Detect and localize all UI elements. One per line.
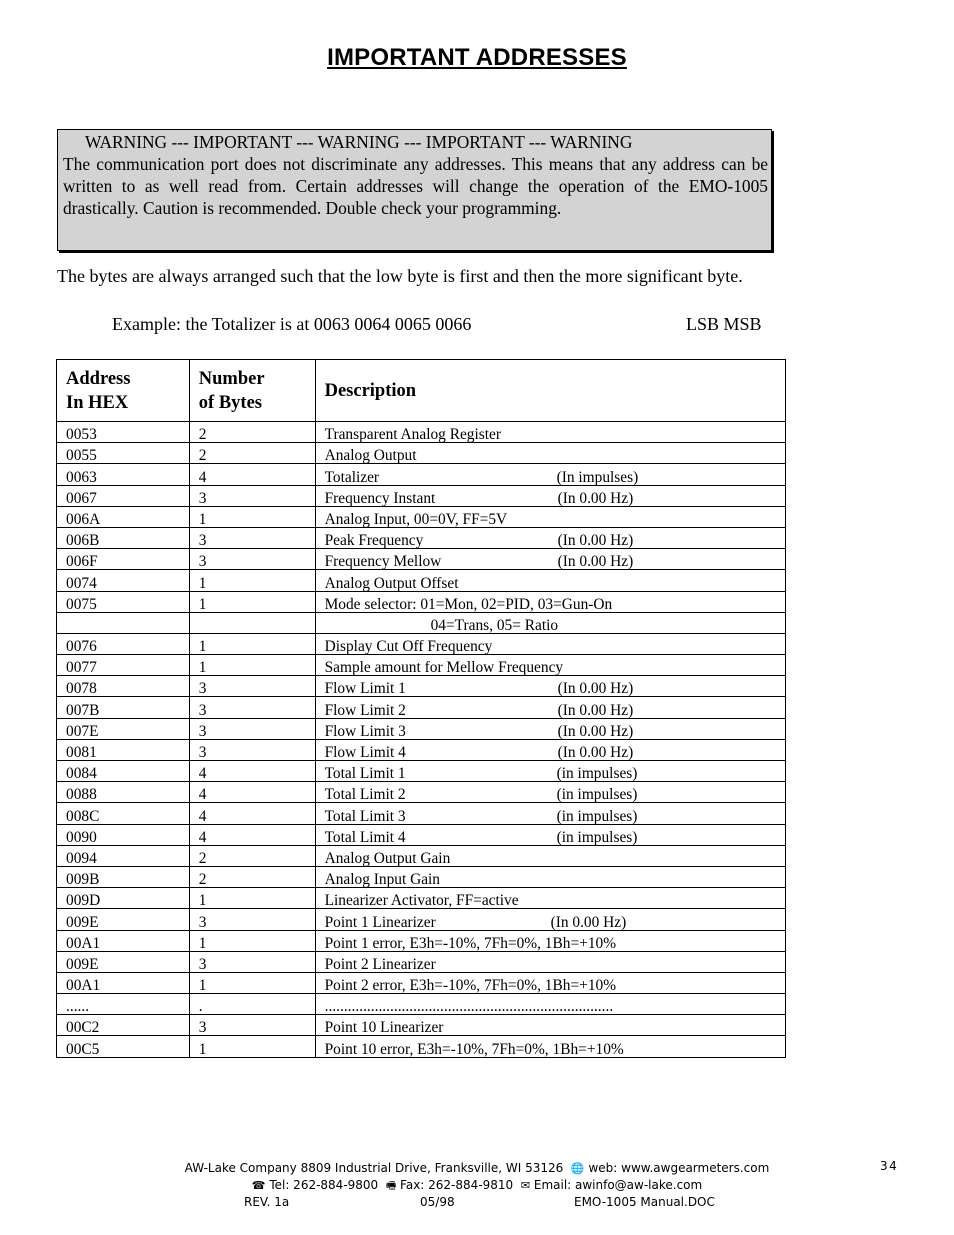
table-row bbox=[57, 549, 786, 570]
description-cell bbox=[315, 866, 785, 887]
address-cell: 00C5 bbox=[57, 1036, 190, 1057]
description-label: Analog Input, 00=0V, FF=5V bbox=[324, 510, 508, 528]
footer bbox=[0, 1160, 954, 1194]
description-label: Total Limit 1 bbox=[324, 765, 406, 783]
warning-body: The communication port does not discriminate any addresses. This means that any address can be written to as well read from. Certain addresses will change the operation of the EMO-1005 drastically. Caution is recommended. Double check your programming. bbox=[63, 154, 768, 218]
description-cell bbox=[315, 464, 785, 485]
description-cell bbox=[315, 612, 785, 633]
bytes-cell: 4 bbox=[189, 824, 315, 845]
revision-date: 05/98 bbox=[420, 1195, 455, 1209]
description-label: Transparent Analog Register bbox=[324, 426, 501, 444]
header-address-line1: Address bbox=[66, 368, 131, 389]
description-text bbox=[325, 427, 785, 442]
bytes-cell: 1 bbox=[189, 655, 315, 676]
header-address-line2: In HEX bbox=[66, 392, 129, 413]
description-cell bbox=[315, 782, 785, 803]
address-cell: 00C2 bbox=[57, 1015, 190, 1036]
bytes-cell bbox=[189, 612, 315, 633]
description-cell bbox=[315, 803, 785, 824]
address-cell: 006F bbox=[57, 549, 190, 570]
email-icon: ✉ bbox=[520, 1179, 531, 1192]
description-cell bbox=[315, 739, 785, 760]
description-text bbox=[325, 745, 785, 760]
description-label: Analog Output Gain bbox=[324, 849, 451, 867]
globe-icon: 🌐 bbox=[570, 1162, 585, 1175]
description-text bbox=[325, 1020, 785, 1035]
table-row bbox=[57, 697, 786, 718]
company-email: Email: awinfo@aw-lake.com bbox=[533, 1178, 703, 1192]
description-label: Total Limit 4 bbox=[324, 828, 406, 846]
table-row bbox=[57, 527, 786, 548]
address-cell: 009B bbox=[57, 866, 190, 887]
warning-box bbox=[57, 129, 772, 251]
description-cell bbox=[315, 824, 785, 845]
bytes-cell: 4 bbox=[189, 782, 315, 803]
bytes-cell: 1 bbox=[189, 930, 315, 951]
address-cell: 0088 bbox=[57, 782, 190, 803]
description-label: Analog Output Offset bbox=[324, 574, 459, 592]
address-cell: 0094 bbox=[57, 845, 190, 866]
table-row bbox=[57, 994, 786, 1015]
description-cell bbox=[315, 591, 785, 612]
table-row bbox=[57, 739, 786, 760]
description-text bbox=[325, 936, 785, 951]
bytes-cell: 3 bbox=[189, 718, 315, 739]
bytes-cell: 2 bbox=[189, 422, 315, 443]
address-cell: 007B bbox=[57, 697, 190, 718]
description-text bbox=[325, 978, 785, 993]
description-text bbox=[325, 1042, 785, 1057]
description-label: Point 1 error, E3h=-10%, 7Fh=0%, 1Bh=+10% bbox=[324, 934, 617, 952]
description-cell bbox=[315, 676, 785, 697]
description-label: Linearizer Activator, FF=active bbox=[324, 892, 519, 910]
address-cell: 0077 bbox=[57, 655, 190, 676]
description-text bbox=[325, 724, 785, 739]
table-row bbox=[57, 866, 786, 887]
description-label: Flow Limit 1 bbox=[324, 680, 406, 698]
header-bytes-line2: of Bytes bbox=[198, 392, 262, 413]
description-cell bbox=[315, 633, 785, 654]
table-row bbox=[57, 676, 786, 697]
description-text bbox=[325, 533, 785, 548]
description-cell bbox=[315, 570, 785, 591]
description-label: ........................................................................... bbox=[324, 998, 614, 1016]
bytes-cell: 3 bbox=[189, 527, 315, 548]
description-cell bbox=[315, 994, 785, 1015]
description-label: Flow Limit 2 bbox=[324, 701, 406, 719]
bytes-cell: 2 bbox=[189, 866, 315, 887]
header-description: Description bbox=[315, 360, 785, 422]
revision: REV. 1a bbox=[244, 1195, 290, 1209]
page-title: IMPORTANT ADDRESSES bbox=[327, 44, 627, 71]
table-row bbox=[57, 803, 786, 824]
address-cell: 008C bbox=[57, 803, 190, 824]
description-text bbox=[325, 893, 785, 908]
unit-label: (in impulses) bbox=[556, 765, 638, 783]
description-label: Point 2 error, E3h=-10%, 7Fh=0%, 1Bh=+10% bbox=[324, 977, 617, 995]
description-cell bbox=[315, 697, 785, 718]
description-label: Sample amount for Mellow Frequency bbox=[324, 659, 564, 677]
address-cell: 00A1 bbox=[57, 930, 190, 951]
address-cell: 0063 bbox=[57, 464, 190, 485]
example-line bbox=[112, 314, 762, 335]
bytes-cell: 4 bbox=[189, 464, 315, 485]
address-cell: 007E bbox=[57, 718, 190, 739]
phone-icon: ☎ bbox=[251, 1179, 266, 1192]
description-text bbox=[325, 618, 785, 633]
header-bytes-line1: Number bbox=[198, 368, 265, 389]
footer-line-1 bbox=[0, 1160, 954, 1177]
table-row bbox=[57, 1036, 786, 1057]
address-cell: 006B bbox=[57, 527, 190, 548]
description-cell bbox=[315, 485, 785, 506]
address-cell: 0055 bbox=[57, 443, 190, 464]
description-label: Total Limit 3 bbox=[324, 807, 406, 825]
address-table bbox=[56, 359, 786, 1058]
description-cell bbox=[315, 930, 785, 951]
bytes-cell: 3 bbox=[189, 549, 315, 570]
address-cell: 0067 bbox=[57, 485, 190, 506]
address-cell: 009E bbox=[57, 951, 190, 972]
description-cell bbox=[315, 1015, 785, 1036]
description-cell bbox=[315, 443, 785, 464]
description-text bbox=[325, 576, 785, 591]
bytes-cell: 3 bbox=[189, 697, 315, 718]
bytes-cell: 3 bbox=[189, 909, 315, 930]
table-row bbox=[57, 443, 786, 464]
company-fax: Fax: 262-884-9810 bbox=[400, 1178, 514, 1192]
description-label: Flow Limit 4 bbox=[324, 744, 406, 761]
bytes-cell: 2 bbox=[189, 845, 315, 866]
bytes-cell: 3 bbox=[189, 1015, 315, 1036]
description-text bbox=[325, 597, 785, 612]
bytes-cell: 3 bbox=[189, 951, 315, 972]
address-cell: 0084 bbox=[57, 761, 190, 782]
bytes-cell: 3 bbox=[189, 485, 315, 506]
description-text bbox=[325, 999, 785, 1014]
description-cell bbox=[315, 888, 785, 909]
address-cell: 00A1 bbox=[57, 972, 190, 993]
description-cell bbox=[315, 655, 785, 676]
description-label: Totalizer bbox=[324, 468, 380, 486]
bytes-cell: 1 bbox=[189, 633, 315, 654]
description-text bbox=[325, 639, 785, 654]
description-label: Point 10 Linearizer bbox=[324, 1019, 444, 1037]
description-cell bbox=[315, 506, 785, 527]
description-label: Analog Output bbox=[324, 447, 417, 465]
table-row bbox=[57, 718, 786, 739]
table-header-row bbox=[57, 360, 786, 422]
address-cell: 009D bbox=[57, 888, 190, 909]
company-tel: Tel: 262-884-9800 bbox=[269, 1178, 379, 1192]
table-row bbox=[57, 1015, 786, 1036]
bytes-cell: 1 bbox=[189, 591, 315, 612]
description-text bbox=[325, 787, 785, 802]
description-text bbox=[325, 957, 785, 972]
address-cell: ...... bbox=[57, 994, 190, 1015]
description-label: 04=Trans, 05= Ratio bbox=[430, 616, 559, 634]
description-text bbox=[325, 660, 785, 675]
description-text bbox=[325, 766, 785, 781]
table-row bbox=[57, 506, 786, 527]
address-cell: 0078 bbox=[57, 676, 190, 697]
address-cell: 0081 bbox=[57, 739, 190, 760]
company-address: AW-Lake Company 8809 Industrial Drive, Franksville, WI 53126 bbox=[184, 1161, 564, 1175]
address-cell: 0053 bbox=[57, 422, 190, 443]
unit-label: (In 0.00 Hz) bbox=[557, 744, 634, 761]
description-text bbox=[325, 872, 785, 887]
address-cell: 009E bbox=[57, 909, 190, 930]
description-cell bbox=[315, 549, 785, 570]
description-text bbox=[325, 512, 785, 527]
example-byte-order: LSB MSB bbox=[686, 314, 762, 334]
description-cell bbox=[315, 527, 785, 548]
table-row bbox=[57, 633, 786, 654]
address-cell: 0090 bbox=[57, 824, 190, 845]
description-cell bbox=[315, 422, 785, 443]
description-text bbox=[325, 681, 785, 696]
description-label: Point 10 error, E3h=-10%, 7Fh=0%, 1Bh=+10% bbox=[324, 1040, 624, 1058]
example-text: Example: the Totalizer is at 0063 0064 0065 0066 bbox=[112, 314, 472, 334]
unit-label: (in impulses) bbox=[556, 786, 638, 804]
description-label: Frequency Mellow bbox=[324, 553, 442, 571]
footer-line-2 bbox=[0, 1177, 954, 1194]
bytes-cell: 4 bbox=[189, 803, 315, 824]
unit-label: (In 0.00 Hz) bbox=[557, 680, 634, 698]
description-text bbox=[325, 851, 785, 866]
table-row bbox=[57, 761, 786, 782]
description-cell bbox=[315, 951, 785, 972]
bytes-cell: . bbox=[189, 994, 315, 1015]
bytes-cell: 3 bbox=[189, 676, 315, 697]
table-row bbox=[57, 485, 786, 506]
bytes-cell: 3 bbox=[189, 739, 315, 760]
table-row bbox=[57, 930, 786, 951]
description-cell bbox=[315, 909, 785, 930]
description-label: Flow Limit 3 bbox=[324, 722, 406, 740]
header-bytes bbox=[189, 360, 315, 422]
unit-label: (In 0.00 Hz) bbox=[557, 701, 634, 719]
bytes-cell: 1 bbox=[189, 570, 315, 591]
description-text bbox=[325, 491, 785, 506]
warning-heading: WARNING --- IMPORTANT --- WARNING --- IMPORTANT --- WARNING bbox=[85, 132, 633, 152]
table-row bbox=[57, 972, 786, 993]
table-row bbox=[57, 464, 786, 485]
header-address bbox=[57, 360, 190, 422]
description-text bbox=[325, 703, 785, 718]
description-cell bbox=[315, 972, 785, 993]
description-text bbox=[325, 448, 785, 463]
table-row bbox=[57, 824, 786, 845]
unit-label: (in impulses) bbox=[556, 828, 638, 846]
table-row bbox=[57, 612, 786, 633]
address-cell bbox=[57, 612, 190, 633]
unit-label: (In 0.00 Hz) bbox=[557, 553, 634, 571]
bytes-cell: 1 bbox=[189, 1036, 315, 1057]
description-cell bbox=[315, 845, 785, 866]
description-text bbox=[325, 830, 785, 845]
table-row bbox=[57, 591, 786, 612]
unit-label: (In 0.00 Hz) bbox=[550, 913, 627, 931]
description-cell bbox=[315, 1036, 785, 1057]
byte-order-note: The bytes are always arranged such that the low byte is first and then the more significant byte. bbox=[57, 266, 743, 286]
table-row bbox=[57, 951, 786, 972]
bytes-cell: 4 bbox=[189, 761, 315, 782]
description-label: Display Cut Off Frequency bbox=[324, 638, 493, 656]
table-row bbox=[57, 422, 786, 443]
address-cell: 006A bbox=[57, 506, 190, 527]
document-name: EMO-1005 Manual.DOC bbox=[574, 1195, 715, 1209]
unit-label: (In 0.00 Hz) bbox=[557, 489, 634, 507]
table-row bbox=[57, 909, 786, 930]
unit-label: (in impulses) bbox=[556, 807, 638, 825]
table-row bbox=[57, 845, 786, 866]
unit-label: (In 0.00 Hz) bbox=[557, 722, 634, 740]
fax-icon: 🖷 bbox=[385, 1179, 397, 1192]
table-row bbox=[57, 782, 786, 803]
table-row bbox=[57, 570, 786, 591]
table-row bbox=[57, 888, 786, 909]
description-text bbox=[325, 809, 785, 824]
description-label: Point 2 Linearizer bbox=[324, 955, 436, 973]
address-cell: 0075 bbox=[57, 591, 190, 612]
description-label: Total Limit 2 bbox=[324, 786, 406, 804]
description-label: Analog Input Gain bbox=[324, 871, 441, 889]
description-label: Frequency Instant bbox=[324, 489, 436, 507]
bytes-cell: 2 bbox=[189, 443, 315, 464]
description-cell bbox=[315, 761, 785, 782]
address-cell: 0076 bbox=[57, 633, 190, 654]
page-number: 34 bbox=[880, 1159, 899, 1173]
description-label: Point 1 Linearizer bbox=[324, 913, 436, 931]
bytes-cell: 1 bbox=[189, 972, 315, 993]
description-text bbox=[325, 554, 785, 569]
table-row bbox=[57, 655, 786, 676]
description-cell bbox=[315, 718, 785, 739]
unit-label: (In 0.00 Hz) bbox=[557, 532, 634, 550]
address-cell: 0074 bbox=[57, 570, 190, 591]
bytes-cell: 1 bbox=[189, 506, 315, 527]
description-text bbox=[325, 470, 785, 485]
description-label: Mode selector: 01=Mon, 02=PID, 03=Gun-On bbox=[324, 595, 613, 613]
bytes-cell: 1 bbox=[189, 888, 315, 909]
company-web: web: www.awgearmeters.com bbox=[588, 1161, 770, 1175]
description-text bbox=[325, 915, 785, 930]
description-label: Peak Frequency bbox=[324, 532, 424, 550]
unit-label: (In impulses) bbox=[556, 468, 639, 486]
